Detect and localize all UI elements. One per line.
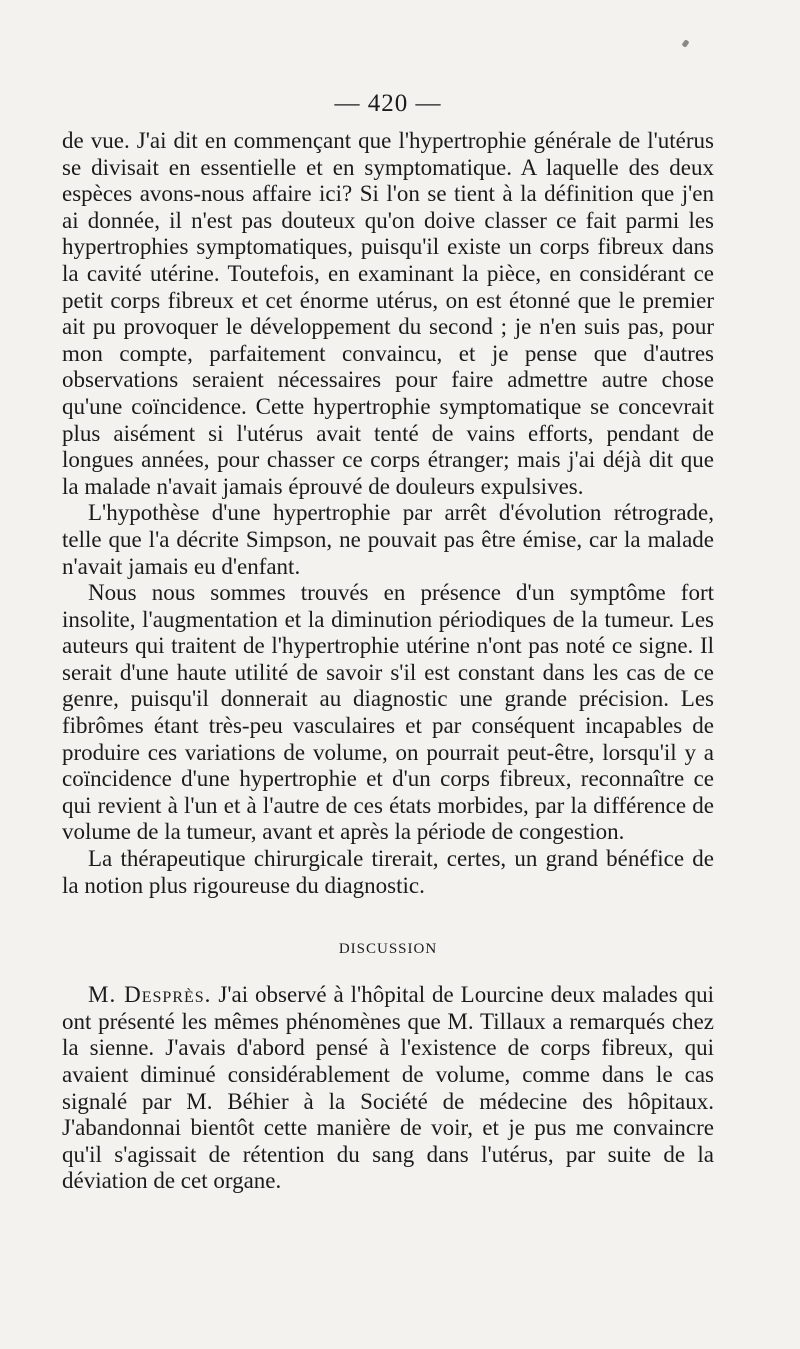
ink-smudge [681,39,689,48]
section-title-discussion: DISCUSSION [338,941,438,958]
discussion-text: J'ai observé à l'hôpital de Lourcine deux malades qui ont présenté les mêmes phénomènes que M. Tillaux a remarqués chez la sienne. J'avais d'abord pensé à l'existence de corps fibreux, qui avaient diminué considérablement de volume, comme dans le cas signalé par M. Béhier à la Société de médecine des hôpitaux. J'abandonnai bientôt cette manière de voir, et je pus me convaincre qu'il s'agissait de rétention du sang dans l'utérus, par suite de la déviation de cet organe. [62,982,714,1194]
paragraph-therapeutic: La thérapeutique chirurgicale tirerait, certes, un grand bénéfice de la notion plus rigoureuse du diagnostic. [62,846,714,898]
paragraph-continuation: de vue. J'ai dit en commençant que l'hypertrophie générale de l'utérus se divisait en essentielle et en symptomatique. A laquelle des deux espèces avons-nous affaire ici? Si l'on se tient à la définition que j'en ai donnée, il n'est pas douteux qu'on doive classer ce fait parmi les hypertrophies symptomatiques, puisqu'il existe un corps fibreux dans la cavité utérine. Toutefois, en examinant la pièce, en considérant ce petit corps fibreux et cet énorme utérus, on est étonné que le premier ait pu provoquer le développement du second ; je n'en suis pas, pour mon compte, parfaitement convaincu, et je pense que d'autres observations seraient nécessaires pour faire admettre autre chose qu'une coïncidence. Cette hypertrophie symptomatique se concevrait plus aisément si l'utérus avait tenté de vains efforts, pendant de longues années, pour chasser ce corps étranger; mais j'ai déjà dit que la malade n'avait jamais éprouvé de douleurs expulsives. [62,128,714,499]
paragraph-simpson-hypothesis: L'hypothèse d'une hypertrophie par arrêt d'évolution rétrograde, telle que l'a décrite Simpson, ne pouvait pas être émise, car la malade n'avait jamais eu d'enfant. [62,500,714,579]
speaker-name: M. Desprès. [88,982,212,1008]
paragraph-periodic-symptom: Nous nous sommes trouvés en présence d'un symptôme fort insolite, l'augmentation et la diminution périodiques de la tumeur. Les auteurs qui traitent de l'hypertrophie utérine n'ont pas noté ce signe. Il serait d'une haute utilité de savoir s'il est constant dans les cas de ce genre, puisqu'il donnerait au diagnostic une grande précision. Les fibrômes étant très-peu vasculaires et par conséquent incapables de produire ces variations de volume, on pourrait peut-être, lorsqu'il y a coïncidence d'une hypertrophie et d'un corps fibreux, reconnaître ce qui revient à l'un et à l'autre de ces états morbides, par la différence de volume de la tumeur, avant et après la période de congestion. [62,580,714,845]
paragraph-discussion [62,982,714,1195]
page-number: — 420 — [334,90,442,117]
